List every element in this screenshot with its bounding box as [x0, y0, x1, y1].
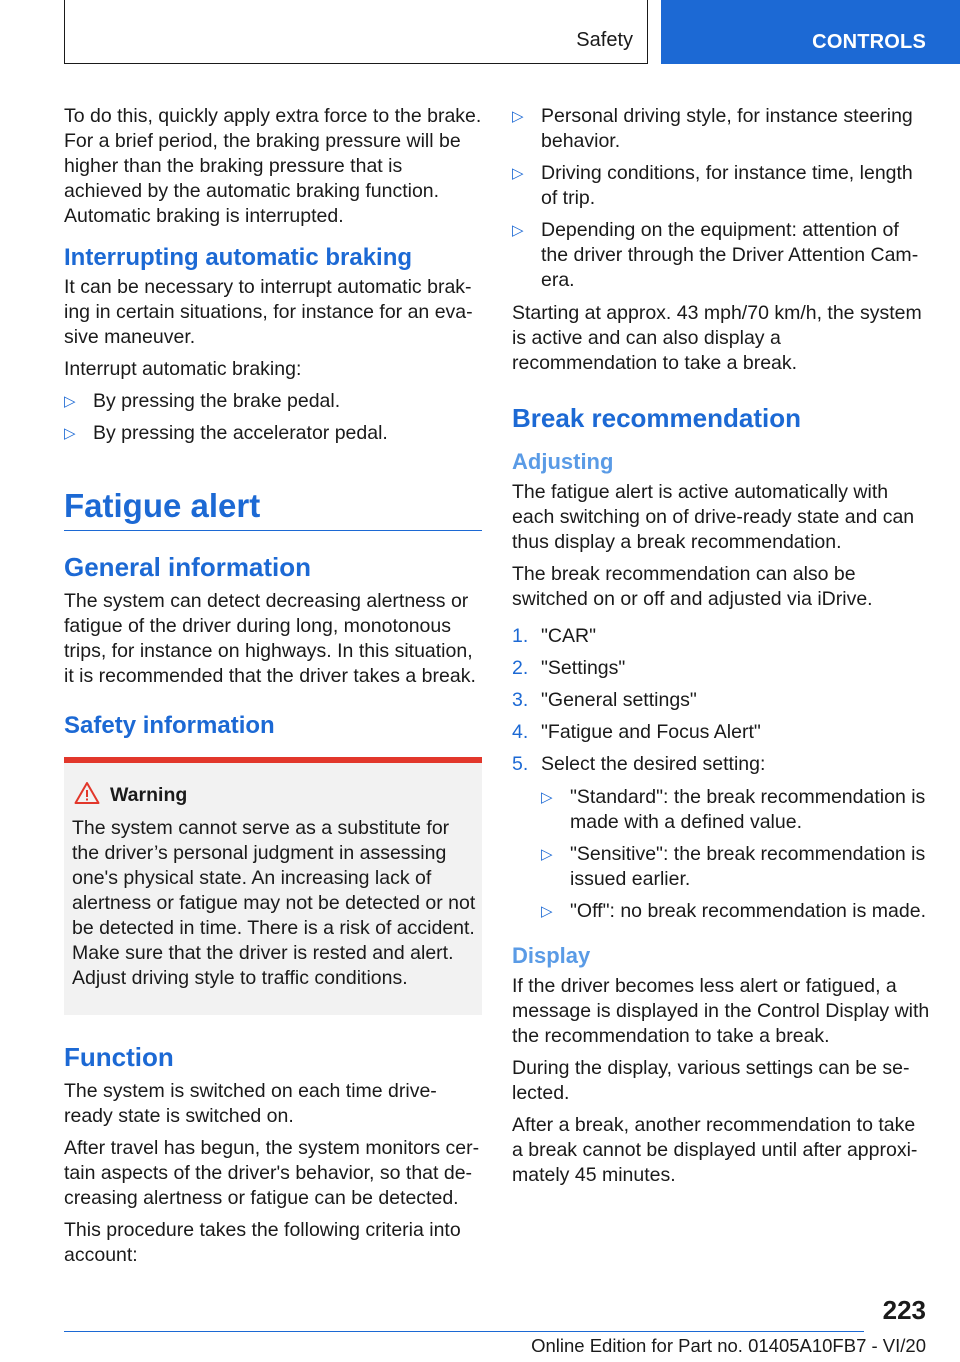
function-paragraph-2: After travel has begun, the system monitors certain aspects of the driver's behavior, so that decreasing alertness or fatigue can be detected. — [64, 1137, 480, 1209]
heading-function: Function — [64, 1042, 174, 1072]
page-header — [0, 0, 960, 66]
heading-adjusting: Adjusting — [512, 449, 614, 474]
heading-general-information: General information — [64, 552, 312, 582]
page-number: 223 — [882, 1295, 926, 1325]
warning-title: Warning — [72, 783, 476, 808]
warning-text: The system cannot serve as a substitute for the driver’s personal judgment in assessing one's physical state. An increasing lack of alertness or fatigue may not be detected or not be detected in time. There is a risk of accident. Make sure that the driver is rested and alert. Adjust driving style to traffic conditions. — [72, 817, 476, 989]
heading-break-recommendation: Break recommendation — [512, 403, 801, 433]
display-paragraph-1: If the driver becomes less alert or fatigued, a message is displayed in the Control Display with the recommendation to take a break. — [512, 975, 930, 1047]
list-item: 2. "Settings" — [512, 657, 626, 679]
list-item: ▷ "Sensitive": the break recommendation is issued earlier. — [541, 843, 926, 890]
triangle-bullet-icon: ▷ — [541, 846, 553, 863]
list-item: ▷ "Standard": the break recommendation is made with a defined value. — [541, 786, 926, 833]
display-paragraph-3: After a break, another recommendation to take a break cannot be displayed until after approximately 45 minutes. — [512, 1114, 918, 1186]
list-item: ▷ Driving conditions, for instance time, length of trip. — [512, 162, 913, 209]
list-item: ▷ "Off": no break recommendation is made. — [541, 900, 926, 922]
list-item: 4. "Fatigue and Focus Alert" — [512, 721, 761, 743]
interrupting-list — [64, 389, 482, 446]
section-title-fatigue-alert: Fatigue alert — [64, 486, 482, 531]
triangle-bullet-icon: ▷ — [512, 108, 524, 125]
adjusting-paragraph-2: The break recommendation can also be switched on or off and adjusted via iDrive. — [512, 563, 873, 610]
display-paragraph-2: During the display, various settings can be selected. — [512, 1057, 910, 1104]
warning-triangle-icon — [74, 781, 100, 805]
settings-options-list — [541, 785, 930, 924]
triangle-bullet-icon: ▷ — [64, 425, 76, 442]
header-section-label: Safety — [576, 29, 633, 51]
list-item: ▷ Personal driving style, for instance steering behavior. — [512, 105, 913, 152]
interrupting-instruction: Interrupt automatic braking: — [64, 358, 302, 380]
footer-edition: Online Edition for Part no. 01405A10FB7 - VI/20 — [531, 1335, 926, 1356]
list-item: 1. "CAR" — [512, 625, 597, 647]
left-column — [64, 104, 482, 1275]
footer-divider — [64, 1331, 864, 1332]
list-item: 3. "General settings" — [512, 689, 697, 711]
settings-steps-list — [512, 624, 930, 924]
triangle-bullet-icon: ▷ — [64, 393, 76, 410]
heading-display: Display — [512, 943, 591, 968]
list-item: ▷ By pressing the accelerator pedal. — [64, 422, 388, 444]
criteria-list — [512, 104, 930, 293]
interrupting-paragraph: It can be necessary to interrupt automatic braking in certain situations, for instance for an evasive maneuver. — [64, 276, 473, 348]
general-paragraph: The system can detect decreasing alertness or fatigue of the driver during long, monotonous trips, for instance on highways. In this situation, it is recommended that the driver takes a break. — [64, 590, 476, 687]
triangle-bullet-icon: ▷ — [512, 222, 524, 239]
triangle-bullet-icon: ▷ — [512, 165, 524, 182]
list-item: ▷ By pressing the brake pedal. — [64, 390, 341, 412]
adjusting-paragraph-1: The fatigue alert is active automatically with each switching on of drive-ready state and can thus display a break recommendation. — [512, 481, 915, 553]
intro-paragraph: To do this, quickly apply extra force to the brake. For a brief period, the braking pressure will be higher than the braking pressure that is achieved by the automatic braking function. Automatic braking is interrupted. — [64, 105, 482, 227]
function-paragraph-1: The system is switched on each time drive-ready state is switched on. — [64, 1080, 437, 1127]
header-chapter-tab: CONTROLS — [661, 0, 960, 64]
right-column — [512, 104, 930, 1195]
header-section-box — [64, 0, 648, 64]
speed-paragraph: Starting at approx. 43 mph/70 km/h, the system is active and can also display a recommendation to take a break. — [512, 302, 922, 374]
heading-safety-information: Safety information — [64, 712, 275, 739]
heading-interrupting: Interrupting automatic braking — [64, 244, 413, 271]
triangle-bullet-icon: ▷ — [541, 903, 553, 920]
warning-box — [64, 757, 482, 1015]
list-item: ▷ Depending on the equipment: attention of the driver through the Driver Attention Camera. — [512, 219, 919, 291]
triangle-bullet-icon: ▷ — [541, 789, 553, 806]
list-item: 5. Select the desired setting: ▷ "Standard": the break recommendation is made with a defined value. ▷ "Sensitive": the break recommendation is issued earlier. ▷ "Off": no break recommendation is made. — [512, 752, 930, 924]
function-paragraph-3: This procedure takes the following criteria into account: — [64, 1219, 461, 1266]
